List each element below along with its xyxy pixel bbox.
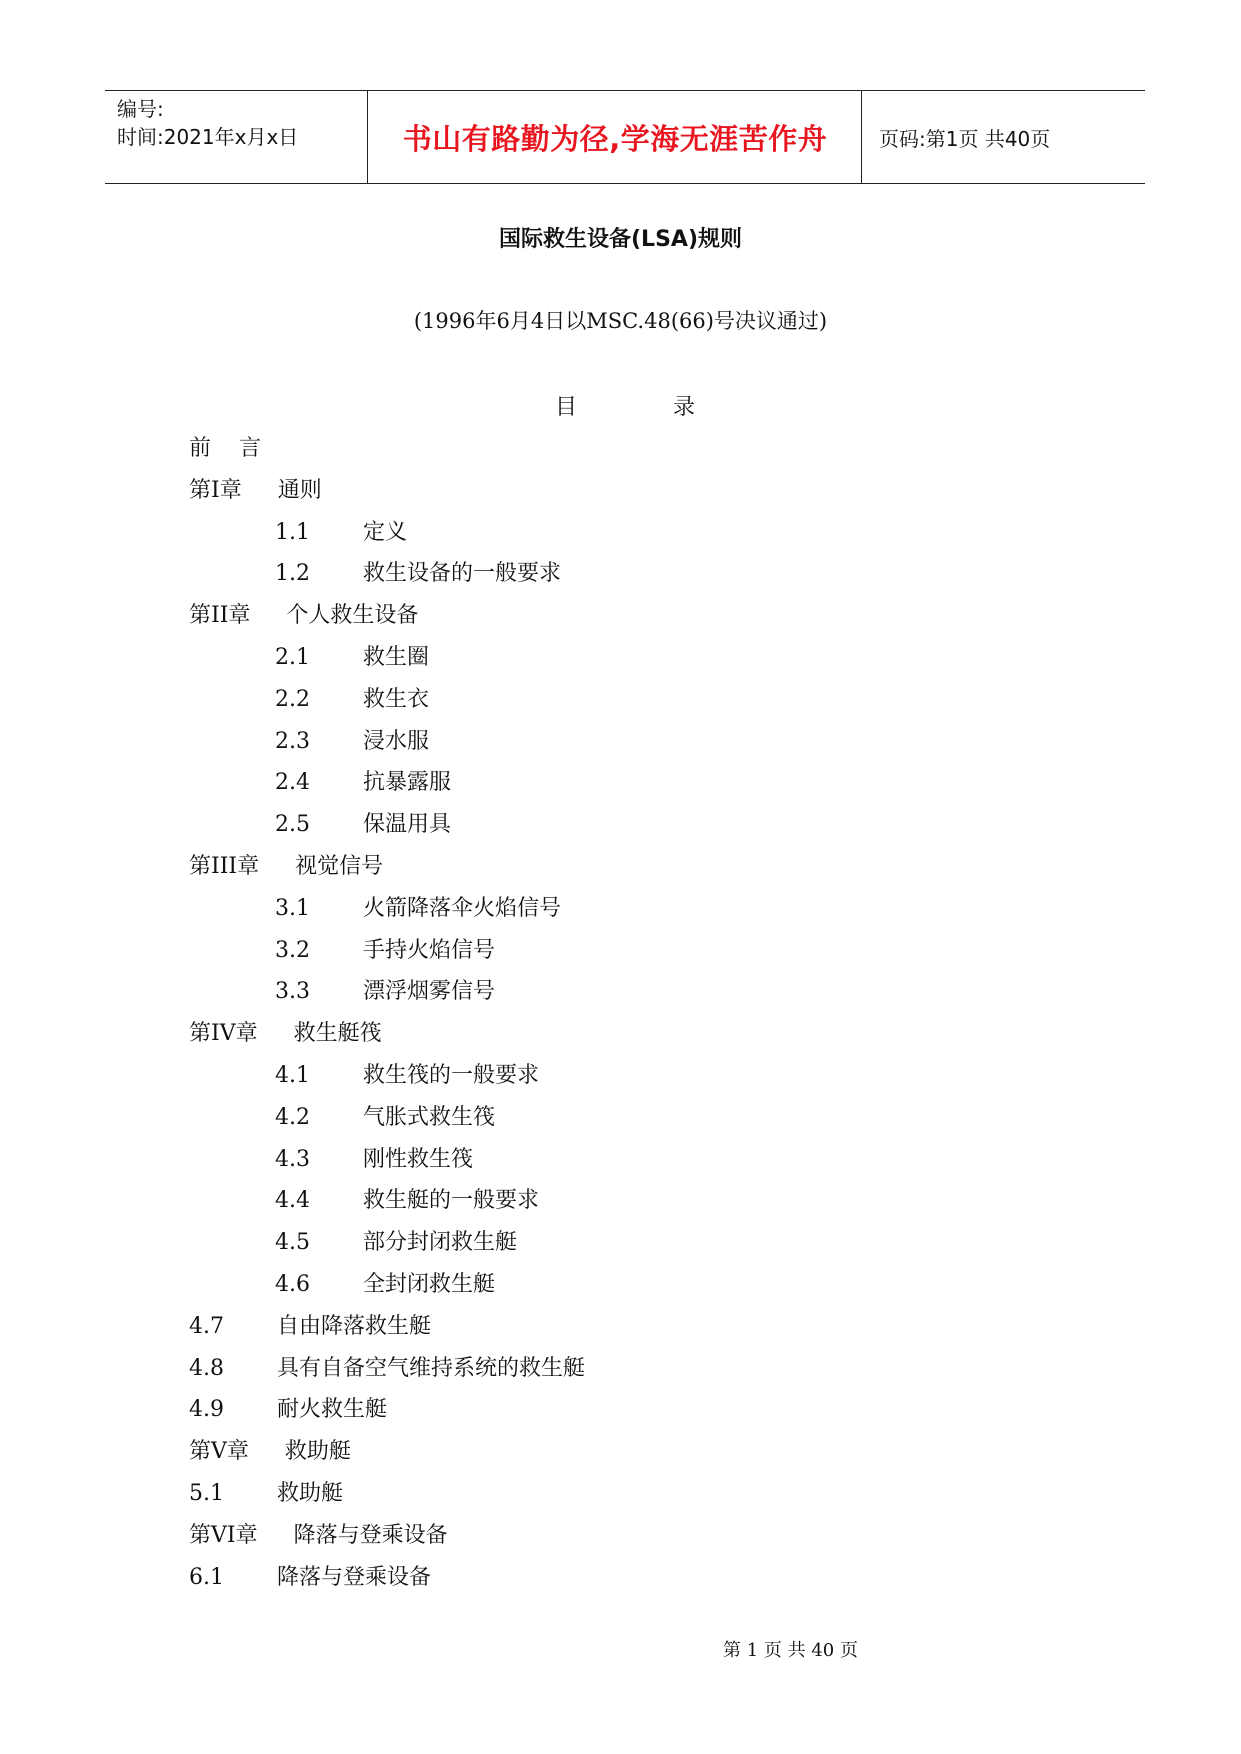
toc-chapter-title: 视觉信号 [295, 853, 384, 879]
toc-entry [189, 888, 1089, 930]
toc-entry [189, 930, 1089, 972]
page-footer [0, 1636, 1241, 1662]
toc-chapter-label: 第IV章 [189, 1021, 258, 1047]
toc-section-title: 救生圈 [363, 644, 430, 670]
toc-entry [189, 1348, 1089, 1390]
toc-entry [189, 1473, 1089, 1515]
toc-section-title: 定义 [363, 519, 408, 545]
toc-section-title: 自由降落救生艇 [277, 1313, 432, 1339]
toc-section-number: 4.3 [275, 1146, 310, 1172]
toc-section-title: 具有自备空气维持系统的救生艇 [277, 1355, 586, 1381]
toc-section-title: 火箭降落伞火焰信号 [363, 895, 562, 921]
toc-section-title: 浸水服 [363, 728, 430, 754]
toc-entry [189, 1139, 1089, 1181]
toc-section-number: 2.3 [275, 728, 310, 754]
toc-heading-char: 目 [555, 395, 578, 420]
toc-chapter-title: 救助艇 [284, 1439, 351, 1465]
toc-entry [189, 553, 1089, 595]
header-page-info: 页码:第1页 共40页 [879, 126, 1051, 151]
header-meta [117, 95, 367, 151]
toc-section-number: 4.1 [275, 1062, 310, 1088]
toc-section-number: 4.4 [275, 1188, 310, 1214]
toc-section-number: 4.5 [275, 1230, 310, 1256]
toc-entry [189, 679, 1089, 721]
toc-section-number: 2.1 [275, 644, 310, 670]
toc-section-title: 全封闭救生艇 [363, 1271, 496, 1297]
toc-entry [189, 721, 1089, 763]
toc-entry [189, 595, 1089, 637]
toc-section-number: 6.1 [189, 1564, 224, 1590]
toc-section-title: 抗暴露服 [363, 770, 452, 796]
toc-chapter-title: 降落与登乘设备 [293, 1522, 448, 1548]
toc-section-number: 2.5 [275, 812, 310, 838]
toc-entry [189, 1222, 1089, 1264]
toc-section-title: 救生衣 [363, 686, 430, 712]
toc-section-number: 4.9 [189, 1397, 224, 1423]
toc-heading [555, 390, 695, 421]
toc-entry [189, 512, 1089, 554]
toc-chapter-title: 救生艇筏 [293, 1021, 382, 1047]
toc-entry [189, 428, 1089, 470]
toc-section-title: 部分封闭救生艇 [363, 1230, 518, 1256]
toc-entry [189, 1264, 1089, 1306]
toc-section-number: 4.7 [189, 1313, 224, 1339]
toc-chapter-label: 第V章 [189, 1439, 249, 1465]
toc-entry [189, 637, 1089, 679]
toc-chapter-label: 第III章 [189, 853, 260, 879]
toc-section-number: 3.1 [275, 895, 310, 921]
toc-entry [189, 1431, 1089, 1473]
toc-entry [189, 1180, 1089, 1222]
toc-section-title: 漂浮烟雾信号 [363, 979, 496, 1005]
footer-page-number: 第 1 页 共 40 页 [723, 1640, 858, 1661]
toc-entry [189, 1557, 1089, 1599]
toc-section-title: 救生设备的一般要求 [363, 561, 562, 587]
number-label: 编号: [117, 97, 164, 121]
toc-section-number: 4.8 [189, 1355, 224, 1381]
toc-entry [189, 804, 1089, 846]
toc-section-number: 1.1 [275, 519, 310, 545]
header-divider [861, 91, 862, 183]
toc-section-title: 气胀式救生筏 [363, 1104, 496, 1130]
toc-section-title: 救生筏的一般要求 [363, 1062, 540, 1088]
table-of-contents [189, 428, 1089, 1598]
toc-chapter-title: 个人救生设备 [286, 603, 419, 629]
toc-entry [189, 971, 1089, 1013]
toc-section-title: 救生艇的一般要求 [363, 1188, 540, 1214]
toc-section-title: 降落与登乘设备 [277, 1564, 432, 1590]
toc-chapter-label: 第I章 [189, 477, 242, 503]
toc-entry [189, 1306, 1089, 1348]
toc-section-number: 3.3 [275, 979, 310, 1005]
toc-section-title: 刚性救生筏 [363, 1146, 474, 1172]
time-label: 时间:2021年x月x日 [117, 125, 299, 149]
toc-entry [189, 1055, 1089, 1097]
document-subtitle: (1996年6月4日以MSC.48(66)号决议通过) [413, 309, 828, 333]
page-header [105, 90, 1145, 184]
toc-entry [189, 1097, 1089, 1139]
document-title: 国际救生设备(LSA)规则 [499, 227, 742, 252]
toc-entry [189, 762, 1089, 804]
toc-entry [189, 470, 1089, 512]
toc-section-title: 保温用具 [363, 812, 452, 838]
toc-section-number: 5.1 [189, 1480, 224, 1506]
toc-section-title: 耐火救生艇 [277, 1397, 388, 1423]
toc-heading-char: 录 [672, 395, 695, 420]
header-divider [367, 91, 368, 183]
toc-section-number: 2.4 [275, 770, 310, 796]
toc-section-number: 4.6 [275, 1271, 310, 1297]
toc-chapter-label: 第VI章 [189, 1522, 258, 1548]
toc-entry [189, 1013, 1089, 1055]
toc-section-number: 2.2 [275, 686, 310, 712]
toc-entry [189, 1515, 1089, 1557]
header-motto: 书山有路勤为径,学海无涯苦作舟 [402, 121, 828, 156]
toc-section-number: 1.2 [275, 561, 310, 587]
toc-entry [189, 1389, 1089, 1431]
toc-section-number: 3.2 [275, 937, 310, 963]
toc-entry [189, 846, 1089, 888]
toc-chapter-label: 第II章 [189, 603, 251, 629]
toc-chapter-title: 通则 [277, 477, 322, 503]
toc-section-title: 救助艇 [277, 1480, 344, 1506]
toc-section-number: 4.2 [275, 1104, 310, 1130]
toc-section-title: 手持火焰信号 [363, 937, 496, 963]
toc-entry-text: 前 言 [189, 436, 261, 461]
